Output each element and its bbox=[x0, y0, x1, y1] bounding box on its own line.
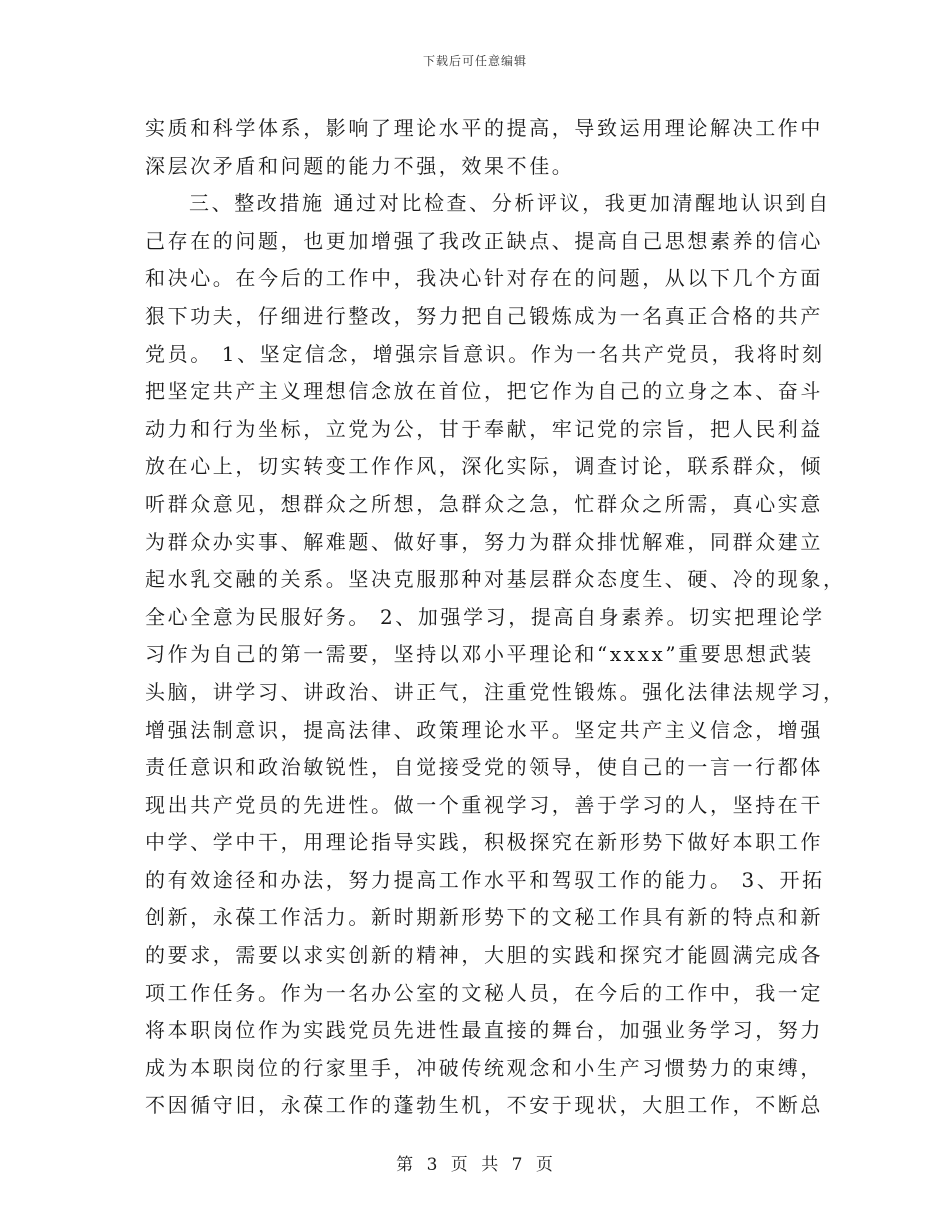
page-number: 第 3 页 共 7 页 bbox=[396, 1155, 554, 1175]
text-line: 责任意识和政治敏锐性，自觉接受党的领导，使自己的一言一行都体 bbox=[145, 755, 823, 780]
text-line: 全心全意为民服好务。 2、加强学习，提高自身素养。切实把理论学 bbox=[145, 604, 825, 629]
text-line: 的有效途径和办法，努力提高工作水平和驾驭工作的能力。 3、开拓 bbox=[145, 867, 825, 892]
text-line: 现出共产党员的先进性。做一个重视学习，善于学习的人，坚持在干 bbox=[145, 792, 823, 817]
document-body bbox=[145, 110, 846, 1125]
text-line: 习作为自己的第一需要，坚持以邓小平理论和“xxxx”重要思想武装 bbox=[145, 642, 814, 667]
text-line: 创新，永葆工作活力。新时期新形势下的文秘工作具有新的特点和新 bbox=[145, 905, 823, 930]
text-line: 放在心上，切实转变工作作风，深化实际，调查讨论，联系群众，倾 bbox=[145, 454, 823, 479]
text-line: 起水乳交融的关系。坚决克服那种对基层群众态度生、硬、冷的现象， bbox=[145, 567, 846, 592]
text-line: 项工作任务。作为一名办公室的文秘人员，在今后的工作中，我一定 bbox=[145, 980, 823, 1005]
text-line: 不因循守旧，永葆工作的蓬勃生机，不安于现状，大胆工作，不断总 bbox=[145, 1093, 823, 1118]
text-line: 成为本职岗位的行家里手，冲破传统观念和小生产习惯势力的束缚， bbox=[145, 1055, 823, 1080]
text-line: 实质和科学体系，影响了理论水平的提高，导致运用理论解决工作中 bbox=[145, 116, 823, 140]
text-line: 动力和行为坐标，立党为公，甘于奉献，牢记党的宗旨，把人民利益 bbox=[145, 416, 823, 441]
text-line: 将本职岗位作为实践党员先进性最直接的舞台，加强业务学习，努力 bbox=[145, 1018, 823, 1043]
text-line: 头脑，讲学习、讲政治、讲正气，注重党性锻炼。强化法律法规学习， bbox=[145, 679, 846, 704]
text-line: 把坚定共产主义理想信念放在首位，把它作为自己的立身之本、奋斗 bbox=[145, 379, 823, 404]
text-line: 的要求，需要以求实创新的精神，大胆的实践和探究才能圆满完成各 bbox=[145, 943, 823, 968]
text-line: 三、整改措施 通过对比检查、分析评议，我更加清醒地认识到自 bbox=[189, 191, 831, 216]
text-line: 己存在的问题，也更加增强了我改正缺点、提高自己思想素养的信心 bbox=[145, 228, 823, 253]
text-line: 和决心。在今后的工作中，我决心针对存在的问题，从以下几个方面 bbox=[145, 266, 823, 291]
text-line: 中学、学中干，用理论指导实践，积极探究在新形势下做好本职工作 bbox=[145, 830, 823, 855]
text-line: 狠下功夫，仔细进行整改，努力把自己锻炼成为一名真正合格的共产 bbox=[145, 303, 823, 328]
page-header: 下载后可任意编辑 bbox=[422, 54, 527, 68]
text-line: 党员。 1、坚定信念，增强宗旨意识。作为一名共产党员，我将时刻 bbox=[145, 341, 825, 366]
text-line: 增强法制意识，提高法律、政策理论水平。坚定共产主义信念，增强 bbox=[145, 717, 823, 742]
text-line: 为群众办实事、解难题、做好事，努力为群众排忧解难，同群众建立 bbox=[145, 529, 823, 554]
text-line: 深层次矛盾和问题的能力不强，效果不佳。 bbox=[145, 153, 575, 178]
text-line: 听群众意见，想群众之所想，急群众之急，忙群众之所需，真心实意 bbox=[145, 491, 823, 516]
